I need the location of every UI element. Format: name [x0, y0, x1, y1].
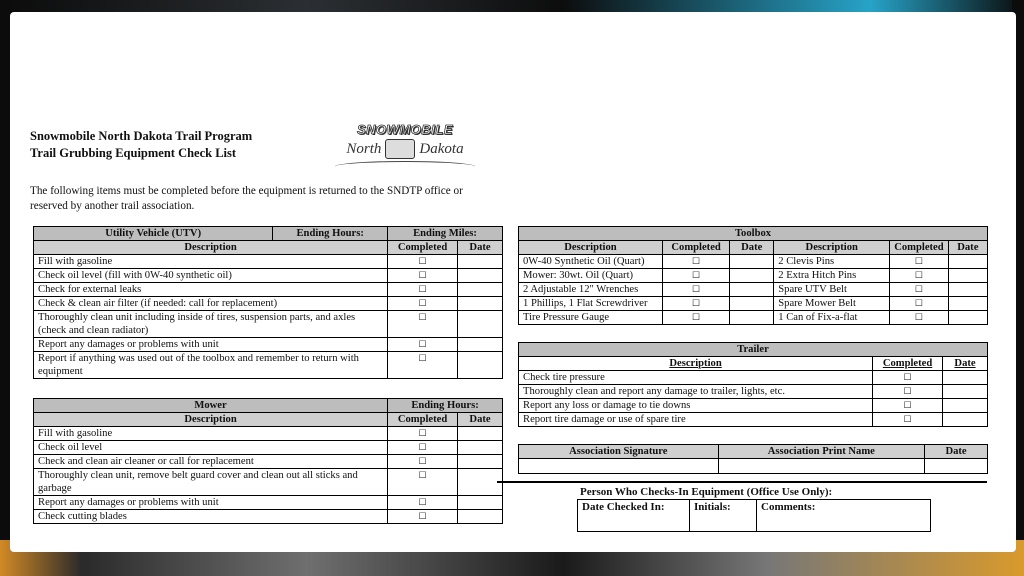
date-cell[interactable]: [948, 311, 987, 325]
mower-title: Mower: [34, 399, 388, 413]
checkbox[interactable]: ☐: [388, 311, 458, 338]
date-cell[interactable]: [730, 283, 774, 297]
table-row: Thoroughly clean unit including inside of tires, suspension parts, and axles (check and clean radiator) ☐: [34, 311, 503, 338]
checkbox[interactable]: ☐: [388, 352, 458, 379]
table-row: Thoroughly clean unit, remove belt guard cover and clean out all sticks and garbage ☐: [34, 469, 503, 496]
mower-col-date: Date: [458, 413, 503, 427]
table-row: Mower: 30wt. Oil (Quart) ☐ 2 Extra Hitch Pins ☐: [519, 269, 988, 283]
association-signature-field[interactable]: [519, 459, 719, 474]
logo-left-text: North: [346, 140, 382, 157]
date-cell[interactable]: [730, 269, 774, 283]
toolbox-col-completed-right: Completed: [890, 241, 948, 255]
checkbox[interactable]: ☐: [388, 469, 458, 496]
table-row: Check for external leaks ☐: [34, 283, 503, 297]
date-cell[interactable]: [458, 255, 503, 269]
table-row: Report if anything was used out of the toolbox and remember to return with equipment ☐: [34, 352, 503, 379]
checkbox[interactable]: ☐: [873, 399, 943, 413]
checkbox[interactable]: ☐: [890, 255, 948, 269]
date-cell[interactable]: [458, 297, 503, 311]
date-cell[interactable]: [943, 399, 988, 413]
checkbox[interactable]: ☐: [662, 283, 729, 297]
date-cell[interactable]: [458, 352, 503, 379]
checkbox[interactable]: ☐: [873, 385, 943, 399]
date-cell[interactable]: [943, 385, 988, 399]
table-row: 0W-40 Synthetic Oil (Quart) ☐ 2 Clevis Pins ☐: [519, 255, 988, 269]
logo-top-text: SNOWMOBILE: [357, 122, 453, 137]
toolbox-col-description-left: Description: [519, 241, 663, 255]
office-use-title: Person Who Checks-In Equipment (Office Use Only):: [580, 486, 833, 498]
table-row: Check and clean air cleaner or call for replacement ☐: [34, 455, 503, 469]
date-cell[interactable]: [458, 496, 503, 510]
table-row: Check tire pressure ☐: [519, 371, 988, 385]
date-cell[interactable]: [458, 311, 503, 338]
date-checked-in-field[interactable]: Date Checked In:: [578, 500, 690, 531]
mower-col-description: Description: [34, 413, 388, 427]
trailer-col-completed: Completed: [873, 357, 943, 371]
toolbox-col-date-right: Date: [948, 241, 987, 255]
comments-field[interactable]: Comments:: [761, 501, 816, 513]
association-signature-label: Association Signature: [519, 445, 719, 459]
toolbox-col-date-left: Date: [730, 241, 774, 255]
date-cell[interactable]: [458, 427, 503, 441]
association-print-name-field[interactable]: [718, 459, 925, 474]
checkbox[interactable]: ☐: [388, 427, 458, 441]
trailer-title: Trailer: [519, 343, 988, 357]
utv-table: [33, 226, 503, 379]
utv-ending-miles: Ending Miles:: [388, 227, 503, 241]
date-cell[interactable]: [943, 371, 988, 385]
toolbox-col-description-right: Description: [774, 241, 890, 255]
utv-ending-hours: Ending Hours:: [273, 227, 388, 241]
checkbox[interactable]: ☐: [662, 311, 729, 325]
date-cell[interactable]: [458, 441, 503, 455]
trailer-col-description: Description: [519, 357, 873, 371]
table-row: Report tire damage or use of spare tire ☐: [519, 413, 988, 427]
checkbox[interactable]: ☐: [890, 297, 948, 311]
checkbox[interactable]: ☐: [388, 455, 458, 469]
logo-swoosh-icon: [335, 161, 475, 172]
table-row: Report any damages or problems with unit ☐: [34, 496, 503, 510]
table-row: Report any damages or problems with unit ☐: [34, 338, 503, 352]
snowmobile-nd-logo: [330, 122, 480, 178]
checkbox[interactable]: ☐: [388, 269, 458, 283]
checkbox[interactable]: ☐: [388, 496, 458, 510]
table-row: 1 Phillips, 1 Flat Screwdriver ☐ Spare Mower Belt ☐: [519, 297, 988, 311]
checkbox[interactable]: ☐: [388, 297, 458, 311]
table-row: Tire Pressure Gauge ☐ 1 Can of Fix-a-flat ☐: [519, 311, 988, 325]
toolbox-title: Toolbox: [519, 227, 988, 241]
checkbox[interactable]: ☐: [388, 283, 458, 297]
checkbox[interactable]: ☐: [873, 413, 943, 427]
trailer-table: [518, 342, 988, 427]
date-cell[interactable]: [948, 255, 987, 269]
date-cell[interactable]: [730, 311, 774, 325]
toolbox-table: [518, 226, 988, 325]
table-row: Thoroughly clean and report any damage to trailer, lights, etc. ☐: [519, 385, 988, 399]
utv-title: Utility Vehicle (UTV): [34, 227, 273, 241]
checkbox[interactable]: ☐: [662, 255, 729, 269]
table-row: Fill with gasoline ☐: [34, 255, 503, 269]
logo-badge-icon: [385, 139, 415, 159]
mower-ending-hours: Ending Hours:: [388, 399, 503, 413]
trailer-col-date: Date: [943, 357, 988, 371]
toolbox-col-completed-left: Completed: [662, 241, 729, 255]
date-cell[interactable]: [730, 297, 774, 311]
checkbox[interactable]: ☐: [873, 371, 943, 385]
date-cell[interactable]: [943, 413, 988, 427]
checkbox[interactable]: ☐: [388, 510, 458, 524]
signature-date-label: Date: [925, 445, 988, 459]
signature-table: [518, 444, 988, 474]
date-cell[interactable]: [458, 283, 503, 297]
divider: [497, 481, 987, 483]
table-row: Check oil level (fill with 0W-40 synthetic oil) ☐: [34, 269, 503, 283]
utv-col-completed: Completed: [388, 241, 458, 255]
date-cell[interactable]: [730, 255, 774, 269]
checkbox[interactable]: ☐: [662, 269, 729, 283]
date-cell[interactable]: [458, 469, 503, 496]
date-cell[interactable]: [948, 297, 987, 311]
checkbox[interactable]: ☐: [662, 297, 729, 311]
utv-col-description: Description: [34, 241, 388, 255]
table-row: Check oil level ☐: [34, 441, 503, 455]
table-row: Check & clean air filter (if needed: call for replacement) ☐: [34, 297, 503, 311]
logo-right-text: Dakota: [419, 140, 464, 157]
intro-text: The following items must be completed before the equipment is returned to the SNDTP office or reserved by another trail association.: [30, 185, 463, 212]
checkbox[interactable]: ☐: [388, 441, 458, 455]
checkbox[interactable]: ☐: [388, 255, 458, 269]
date-cell[interactable]: [458, 338, 503, 352]
table-row: Fill with gasoline ☐: [34, 427, 503, 441]
utv-col-date: Date: [458, 241, 503, 255]
date-cell[interactable]: [458, 455, 503, 469]
checkbox[interactable]: ☐: [890, 311, 948, 325]
mower-col-completed: Completed: [388, 413, 458, 427]
date-cell[interactable]: [458, 269, 503, 283]
page-title: [30, 128, 252, 162]
table-row: Report any loss or damage to tie downs ☐: [519, 399, 988, 413]
table-row: 2 Adjustable 12" Wrenches ☐ Spare UTV Belt ☐: [519, 283, 988, 297]
title-line-2: Trail Grubbing Equipment Check List: [30, 146, 237, 160]
date-cell[interactable]: [948, 269, 987, 283]
date-cell[interactable]: [458, 510, 503, 524]
mower-table: [33, 398, 503, 524]
title-line-1: Snowmobile North Dakota Trail Program: [30, 129, 253, 143]
date-cell[interactable]: [948, 283, 987, 297]
checkbox[interactable]: ☐: [890, 269, 948, 283]
checkbox[interactable]: ☐: [890, 283, 948, 297]
initials-field[interactable]: Initials:: [690, 500, 757, 531]
signature-date-field[interactable]: [925, 459, 988, 474]
checkbox[interactable]: ☐: [388, 338, 458, 352]
office-use-box: [577, 499, 931, 532]
table-row: Check cutting blades ☐: [34, 510, 503, 524]
association-print-name-label: Association Print Name: [718, 445, 925, 459]
